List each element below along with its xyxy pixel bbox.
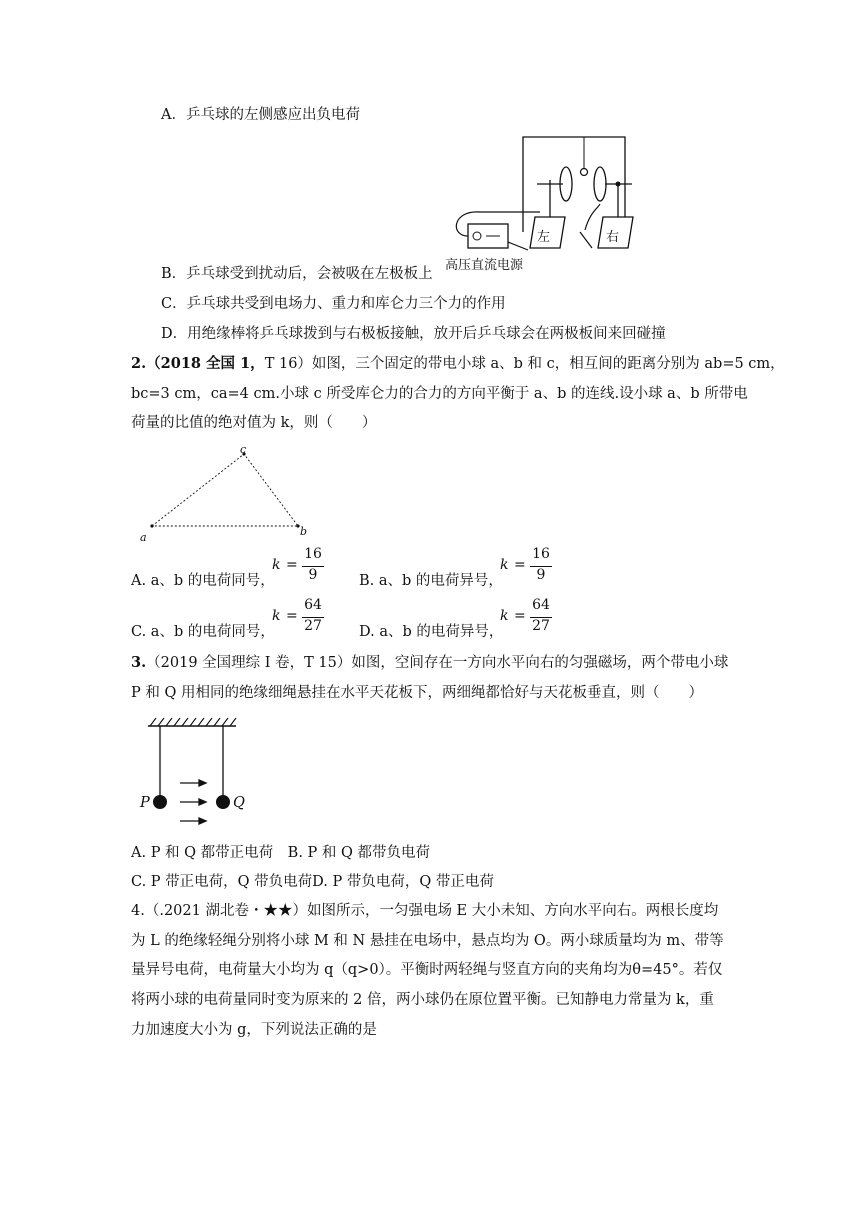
q2-label-b: b: [300, 525, 308, 538]
q2-stem-line3: 荷量的比值的绝对值为 k，则（ ）: [131, 415, 377, 431]
q3-label-p: P: [140, 795, 150, 811]
q1-figure-caption: 高压直流电源: [445, 258, 524, 273]
q2-option-c: C. a、b 的电荷同号，: [131, 624, 275, 640]
q1-option-a: A．乒乓球的左侧感应出负电荷: [161, 107, 360, 123]
q1-option-d: D．用绝缘棒将乒乓球拨到与右极板接触，放开后乒乓球会在两极板间来回碰撞: [161, 326, 666, 342]
q2-option-c-formula: k = 64 27: [272, 599, 332, 639]
q1-right-plate-label: 右: [606, 230, 620, 245]
q3-pendulum-figure: [140, 714, 250, 834]
q4-stem-line4: 将两小球的电荷量同时变为原来的 2 倍，两小球仍在原位置平衡。已知静电力常量为 k，重: [131, 992, 714, 1008]
q1-left-plate-label: 左: [537, 230, 551, 245]
q2-stem-text: T 16）如图，三个固定的带电小球 a、b 和 c，相互间的距离分别为 ab=5 cm，: [264, 356, 785, 372]
q2-source: （2018 全国 1，: [146, 355, 265, 372]
q2-label-c: c: [240, 443, 247, 456]
q3-stem-text: （2019 全国理综 I 卷，T 15）如图，空间存在一方向水平向右的匀强磁场，两个带电小球: [146, 655, 729, 671]
q2-stem-line2: bc=3 cm，ca=4 cm.小球 c 所受库仑力的合力的方向平衡于 a、b 的连线.设小球 a、b 所带电: [131, 386, 748, 402]
q2-option-d: D. a、b 的电荷异号，: [359, 624, 504, 640]
q2-option-d-formula: k = 64 27: [500, 599, 560, 639]
q2-option-b: B. a、b 的电荷异号，: [359, 573, 503, 589]
q3-options-ab: A. P 和 Q 都带正电荷 B. P 和 Q 都带负电荷: [131, 845, 431, 861]
q2-option-b-formula: k = 16 9: [500, 548, 560, 588]
q4-stem-line5: 力加速度大小为 g，下列说法正确的是: [131, 1022, 377, 1038]
q3-stem-line1: [131, 653, 728, 673]
q3-options-cd: C. P 带正电荷，Q 带负电荷D. P 带负电荷，Q 带正电荷: [131, 874, 494, 890]
q4-stem-line1: 4.（.2021 湖北卷・★★）如图所示，一匀强电场 E 大小未知、方向水平向右。两根长度均: [131, 903, 719, 919]
q2-option-a: A. a、b 的电荷同号，: [131, 573, 275, 589]
q4-stem-line2: 为 L 的绝缘轻绳分别将小球 M 和 N 悬挂在电场中，悬点均为 O。两小球质量均为 m、带等: [131, 933, 724, 949]
q1-option-b: B．乒乓球受到扰动后，会被吸在左极板上: [161, 266, 433, 282]
q2-number: 2.: [131, 355, 147, 372]
q2-triangle-figure: [130, 440, 320, 540]
q3-label-q: Q: [233, 795, 245, 811]
q2-stem-line1: [131, 354, 785, 374]
q2-label-a: a: [140, 531, 147, 544]
q1-option-c: C．乒乓球共受到电场力、重力和库仑力三个力的作用: [161, 296, 506, 312]
q2-option-a-formula: k = 16 9: [272, 548, 332, 588]
q3-number: 3.: [131, 654, 147, 671]
q4-stem-line3: 量异号电荷，电荷量大小均为 q（q>0）。平衡时两轻绳与竖直方向的夹角均为θ=45°。若仅: [131, 962, 723, 978]
q3-stem-line2: P 和 Q 用相同的绝缘细绳悬挂在水平天花板下，两细绳都恰好与天花板垂直，则（ ）: [131, 685, 703, 701]
